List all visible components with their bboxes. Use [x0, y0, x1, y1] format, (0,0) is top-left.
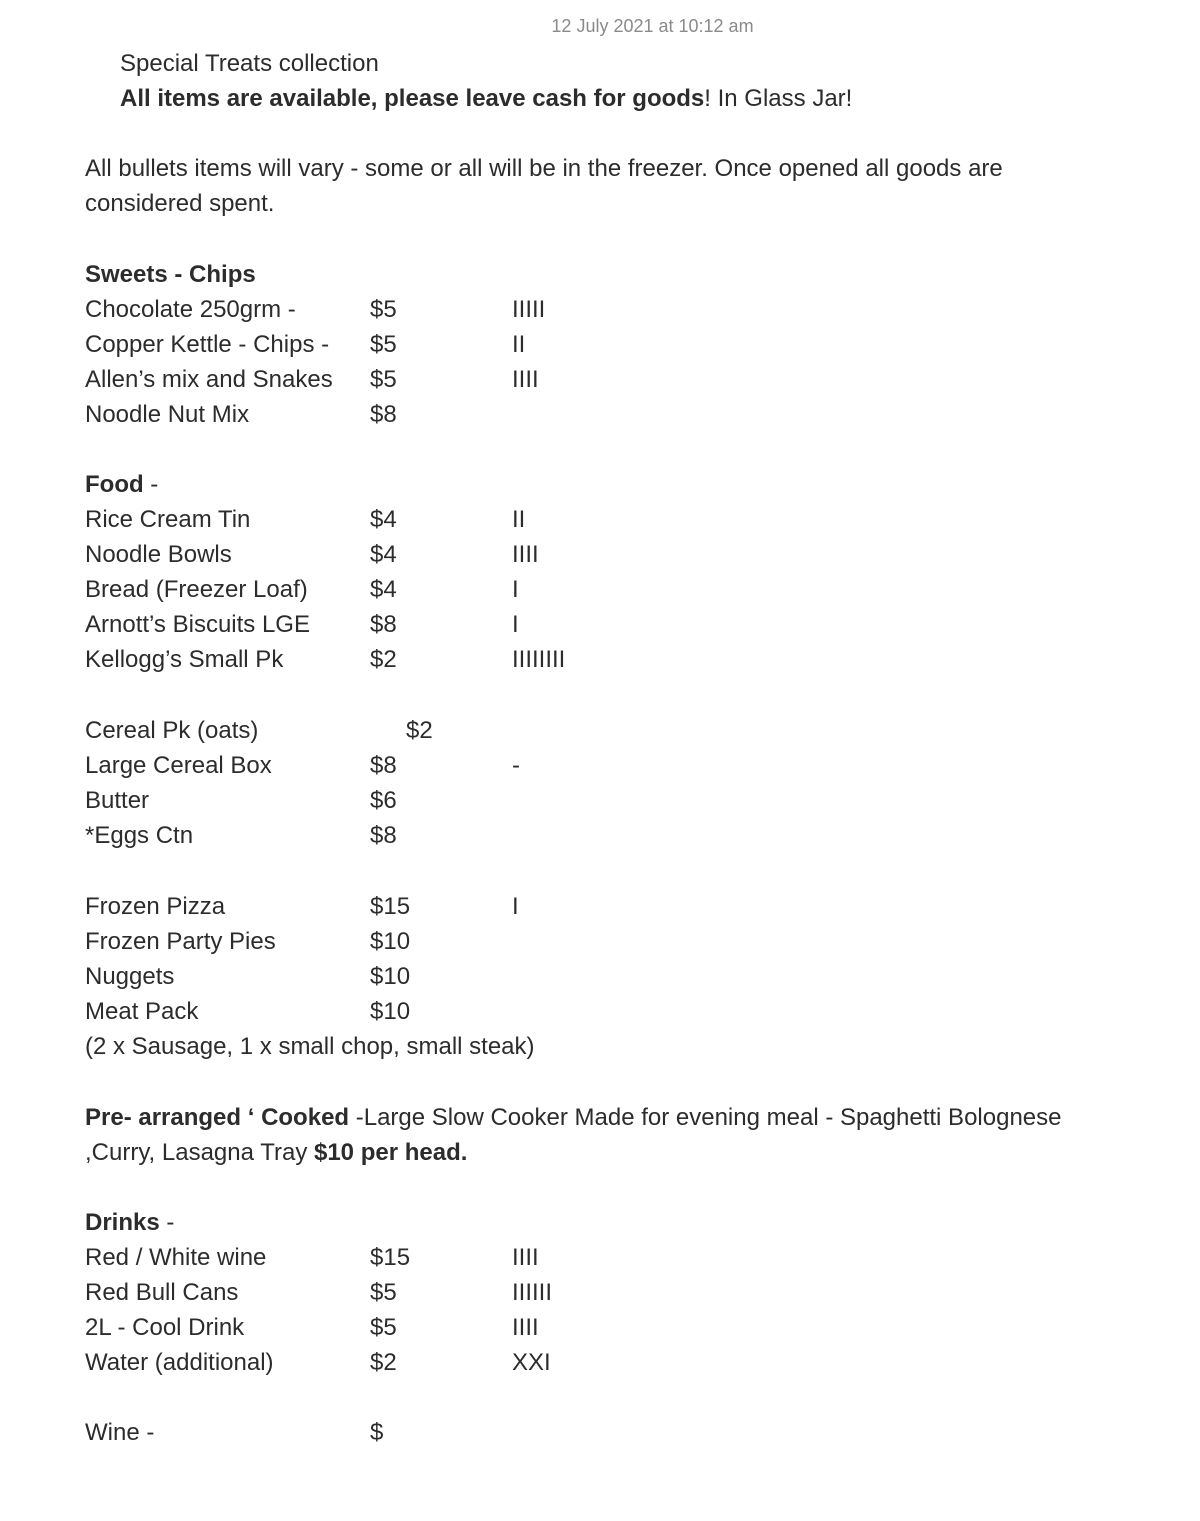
cash-notice-bold: All items are available, please leave cash for goods: [120, 85, 705, 112]
price-row: [85, 1345, 551, 1380]
cooked-paragraph: [85, 1100, 1075, 1170]
item-name: Water (additional): [85, 1349, 274, 1377]
item-name: Bread (Freezer Loaf): [85, 576, 308, 604]
item-price: $6: [370, 787, 397, 815]
food-heading: [85, 467, 158, 502]
item-name: Meat Pack: [85, 998, 199, 1026]
price-row: [85, 1240, 539, 1275]
drinks-heading-bold: Drinks: [85, 1209, 160, 1236]
price-row: [85, 572, 519, 607]
item-name: 2L - Cool Drink: [85, 1314, 245, 1342]
cash-notice: [120, 81, 852, 116]
item-price: $4: [370, 576, 397, 604]
item-tally: IIIII: [512, 296, 546, 324]
item-name: Large Cereal Box: [85, 752, 272, 780]
sweets-section: [85, 257, 546, 432]
item-price: $10: [370, 998, 411, 1026]
item-tally: IIII: [512, 1244, 539, 1272]
item-name: Red / White wine: [85, 1244, 267, 1272]
price-row: [85, 607, 519, 642]
item-name: Wine -: [85, 1419, 155, 1446]
note-title: Special Treats collection: [120, 50, 379, 77]
item-price: $15: [370, 893, 411, 920]
meat-pack-note-text: (2 x Sausage, 1 x small chop, small steak): [85, 1033, 535, 1061]
item-tally: IIII: [512, 1314, 539, 1342]
item-price: $2: [370, 1349, 397, 1377]
item-price: $10: [370, 928, 411, 956]
item-price: $8: [370, 822, 397, 850]
item-price: $5: [370, 1314, 397, 1342]
food-heading-rest: -: [143, 471, 159, 498]
item-name: Cereal Pk (oats): [85, 717, 259, 744]
price-row: [85, 537, 539, 572]
item-tally: II: [512, 506, 526, 534]
sweets-heading: Sweets - Chips: [85, 261, 256, 288]
drinks-section: [85, 1205, 553, 1380]
price-row: [85, 642, 566, 677]
item-name: Kellogg’s Small Pk: [85, 646, 284, 674]
item-tally: -: [512, 752, 520, 780]
item-tally: I: [512, 611, 519, 639]
item-name: Noodle Bowls: [85, 541, 232, 569]
note-timestamp: 12 July 2021 at 10:12 am: [551, 16, 754, 36]
item-price: $15: [370, 1244, 411, 1272]
price-row: [85, 1275, 553, 1310]
item-price: $: [370, 1419, 384, 1446]
cash-notice-rest: ! In Glass Jar!: [704, 85, 853, 112]
intro-paragraph: All bullets items will vary - some or all will be in the freezer. Once opened all goods are considered spent.: [85, 155, 1003, 217]
item-tally: IIIIIIII: [512, 646, 566, 674]
note-header: [120, 46, 852, 116]
item-tally: I: [512, 576, 519, 604]
item-tally: IIII: [512, 366, 539, 394]
food-section: [85, 467, 566, 678]
price-row: [85, 502, 526, 537]
cooked-lead: Pre- arranged ‘ Cooked: [85, 1104, 350, 1131]
item-tally: IIIIII: [512, 1279, 553, 1307]
item-tally: XXI: [512, 1349, 551, 1377]
item-price: $4: [370, 541, 397, 569]
item-tally: II: [512, 331, 526, 359]
cooked-text: -Large Slow Cooker Made for evening meal - Spaghetti Bolognese ,Curry, Lasagna Tray: [85, 1104, 1062, 1166]
item-name: Arnott’s Biscuits LGE: [85, 611, 310, 639]
item-name: Allen’s mix and Snakes: [85, 366, 333, 394]
item-name: Nuggets: [85, 963, 175, 991]
price-row: [85, 1310, 539, 1345]
cooked-price: $10 per head.: [313, 1139, 468, 1166]
item-price: $4: [370, 506, 397, 534]
item-price: $2: [406, 717, 433, 744]
price-row: [85, 362, 539, 397]
item-name: Noodle Nut Mix: [85, 401, 250, 429]
item-name: Copper Kettle - Chips -: [85, 331, 330, 359]
item-name: Rice Cream Tin: [85, 506, 251, 534]
item-name: Frozen Party Pies: [85, 928, 276, 956]
item-price: $8: [370, 611, 397, 639]
item-price: $5: [370, 331, 397, 359]
item-tally: I: [512, 893, 519, 920]
price-row: [85, 327, 526, 362]
item-tally: IIII: [512, 541, 539, 569]
item-price: $8: [370, 752, 397, 780]
drinks-heading-rest: -: [159, 1209, 175, 1236]
item-name: Frozen Pizza: [85, 893, 226, 920]
item-name: Chocolate 250grm -: [85, 296, 296, 324]
item-price: $5: [370, 1279, 397, 1307]
item-name: Red Bull Cans: [85, 1279, 239, 1307]
drinks-heading: [85, 1205, 174, 1240]
price-row: [85, 397, 397, 432]
item-price: $2: [370, 646, 397, 674]
price-row: [85, 292, 546, 327]
item-price: $5: [370, 296, 397, 324]
item-price: $8: [370, 401, 397, 429]
item-name: Butter: [85, 787, 150, 815]
item-price: $10: [370, 963, 411, 991]
item-name: *Eggs Ctn: [85, 822, 194, 850]
item-price: $5: [370, 366, 397, 394]
food-heading-bold: Food: [85, 471, 144, 498]
